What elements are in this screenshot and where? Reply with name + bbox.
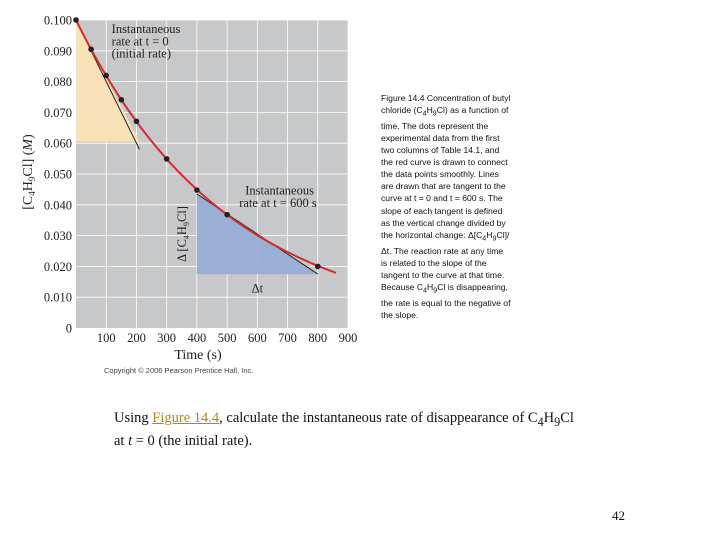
annotation-initial-rate: (initial rate) — [111, 46, 172, 61]
annotation-delta-y-part: Δ [C — [174, 239, 189, 263]
caption-formula-sub: 9 — [432, 109, 437, 118]
annotation-rate-600: Instantaneous — [245, 183, 314, 198]
caption-body-2: Cl]/Δt. The reaction rate at any time is related to the slope of the tangent to the curve at that time. Because C — [381, 229, 510, 292]
y-axis-title-part: ) — [21, 134, 36, 139]
page-number: 42 — [612, 508, 625, 523]
question-prefix: Using — [114, 410, 153, 426]
caption-formula-h: H — [426, 105, 433, 116]
y-tick-label: 0.050 — [43, 167, 72, 182]
data-point — [164, 156, 170, 162]
x-axis-title: Time (s) — [174, 348, 222, 363]
data-point — [134, 119, 140, 125]
y-axis-title-part: Cl] ( — [21, 150, 36, 177]
x-tick-label: 100 — [96, 331, 116, 345]
figure-panel — [18, 12, 360, 376]
annotation-delta-y-part: H — [174, 226, 189, 236]
y-tick-label: 0.100 — [43, 13, 72, 28]
y-axis-title — [21, 134, 37, 210]
caption-formula-h: H — [486, 229, 493, 240]
caption-formula-cl: Cl — [436, 105, 445, 116]
x-tick-label: 800 — [308, 331, 328, 345]
annotation-delta-y — [175, 206, 191, 262]
data-point — [119, 97, 125, 103]
data-point — [224, 212, 230, 218]
annotation-delta-y-part: Cl] — [174, 206, 189, 223]
annotation-delta-t: Δt — [251, 281, 264, 296]
y-tick-label: 0 — [65, 321, 72, 336]
y-axis-title-part: H — [21, 181, 36, 192]
caption-formula-sub: 9 — [492, 234, 497, 243]
y-tick-label: 0.060 — [43, 136, 72, 151]
y-tick-label: 0.040 — [43, 198, 72, 213]
y-axis-title-part: 9 — [27, 176, 37, 182]
y-tick-label: 0.030 — [43, 229, 72, 244]
data-point — [88, 46, 94, 52]
caption-formula-h: H — [427, 281, 434, 292]
y-axis-title-part: M — [21, 138, 36, 151]
question-end: = 0 (the initial rate). — [132, 432, 253, 449]
y-tick-label: 0.010 — [43, 290, 72, 305]
data-point — [315, 264, 321, 270]
annotation-initial-rate: Instantaneous — [111, 21, 181, 36]
question-middle: , calculate the instantaneous rate of disappearance of C — [219, 410, 538, 426]
y-axis-title-part: [C — [21, 195, 36, 210]
annotation-rate-600: rate at t = 600 s — [239, 195, 317, 210]
figure-link[interactable]: Figure 14.4 — [152, 410, 220, 426]
figure-caption — [381, 92, 511, 321]
x-tick-label: 500 — [217, 331, 237, 345]
question-suffix: Cl at — [114, 410, 574, 449]
question-sub: 9 — [554, 414, 561, 429]
question-text — [114, 409, 574, 451]
x-tick-label: 600 — [247, 331, 267, 345]
caption-formula-sub: 4 — [423, 286, 428, 295]
caption-formula-sub: 4 — [422, 109, 427, 118]
y-tick-label: 0.080 — [43, 75, 72, 90]
y-tick-label: 0.090 — [43, 44, 72, 59]
y-axis-title-part: 4 — [27, 191, 37, 196]
annotation-initial-rate: rate at t = 0 — [111, 34, 169, 49]
caption-body-3: Cl is disappearing, the rate is equal to the negative of the slope. — [381, 281, 511, 320]
question-t: t — [128, 432, 133, 449]
caption-body: ) as a function of time. The dots represent the experimental data from the first two columns of Table 14.1, and the red curve is drawn to connect the data points smoothly. Lines are drawn that are tangent to the curve at t = 0 and t = 600 s. The slope of each tangent is defined as the vertical change divided by the horizontal change: Δ[C — [381, 105, 509, 240]
caption-formula-sub: 4 — [482, 234, 487, 243]
data-point — [194, 187, 200, 193]
x-tick-label: 700 — [278, 331, 297, 345]
caption-formula-c: C — [416, 105, 423, 116]
annotation-delta-y-part: 9 — [181, 222, 191, 227]
x-tick-label: 300 — [157, 331, 177, 345]
y-tick-label: 0.020 — [43, 259, 72, 274]
caption-lead: Figure 14.4 Concentration of butyl chloride ( — [381, 93, 511, 116]
data-point — [73, 17, 79, 23]
concentration-chart — [18, 12, 360, 376]
annotation-delta-y-part: 4 — [181, 235, 191, 240]
question-sub: 4 — [537, 414, 544, 429]
copyright-text: Copyright © 2006 Pearson Prentice Hall, Inc. — [104, 366, 254, 375]
y-tick-label: 0.070 — [43, 105, 72, 120]
data-point — [103, 73, 109, 79]
x-tick-label: 200 — [127, 331, 146, 345]
x-tick-label: 400 — [187, 331, 207, 345]
question-h: H — [543, 410, 555, 426]
caption-formula-sub: 9 — [433, 286, 438, 295]
x-tick-label: 900 — [338, 331, 358, 345]
